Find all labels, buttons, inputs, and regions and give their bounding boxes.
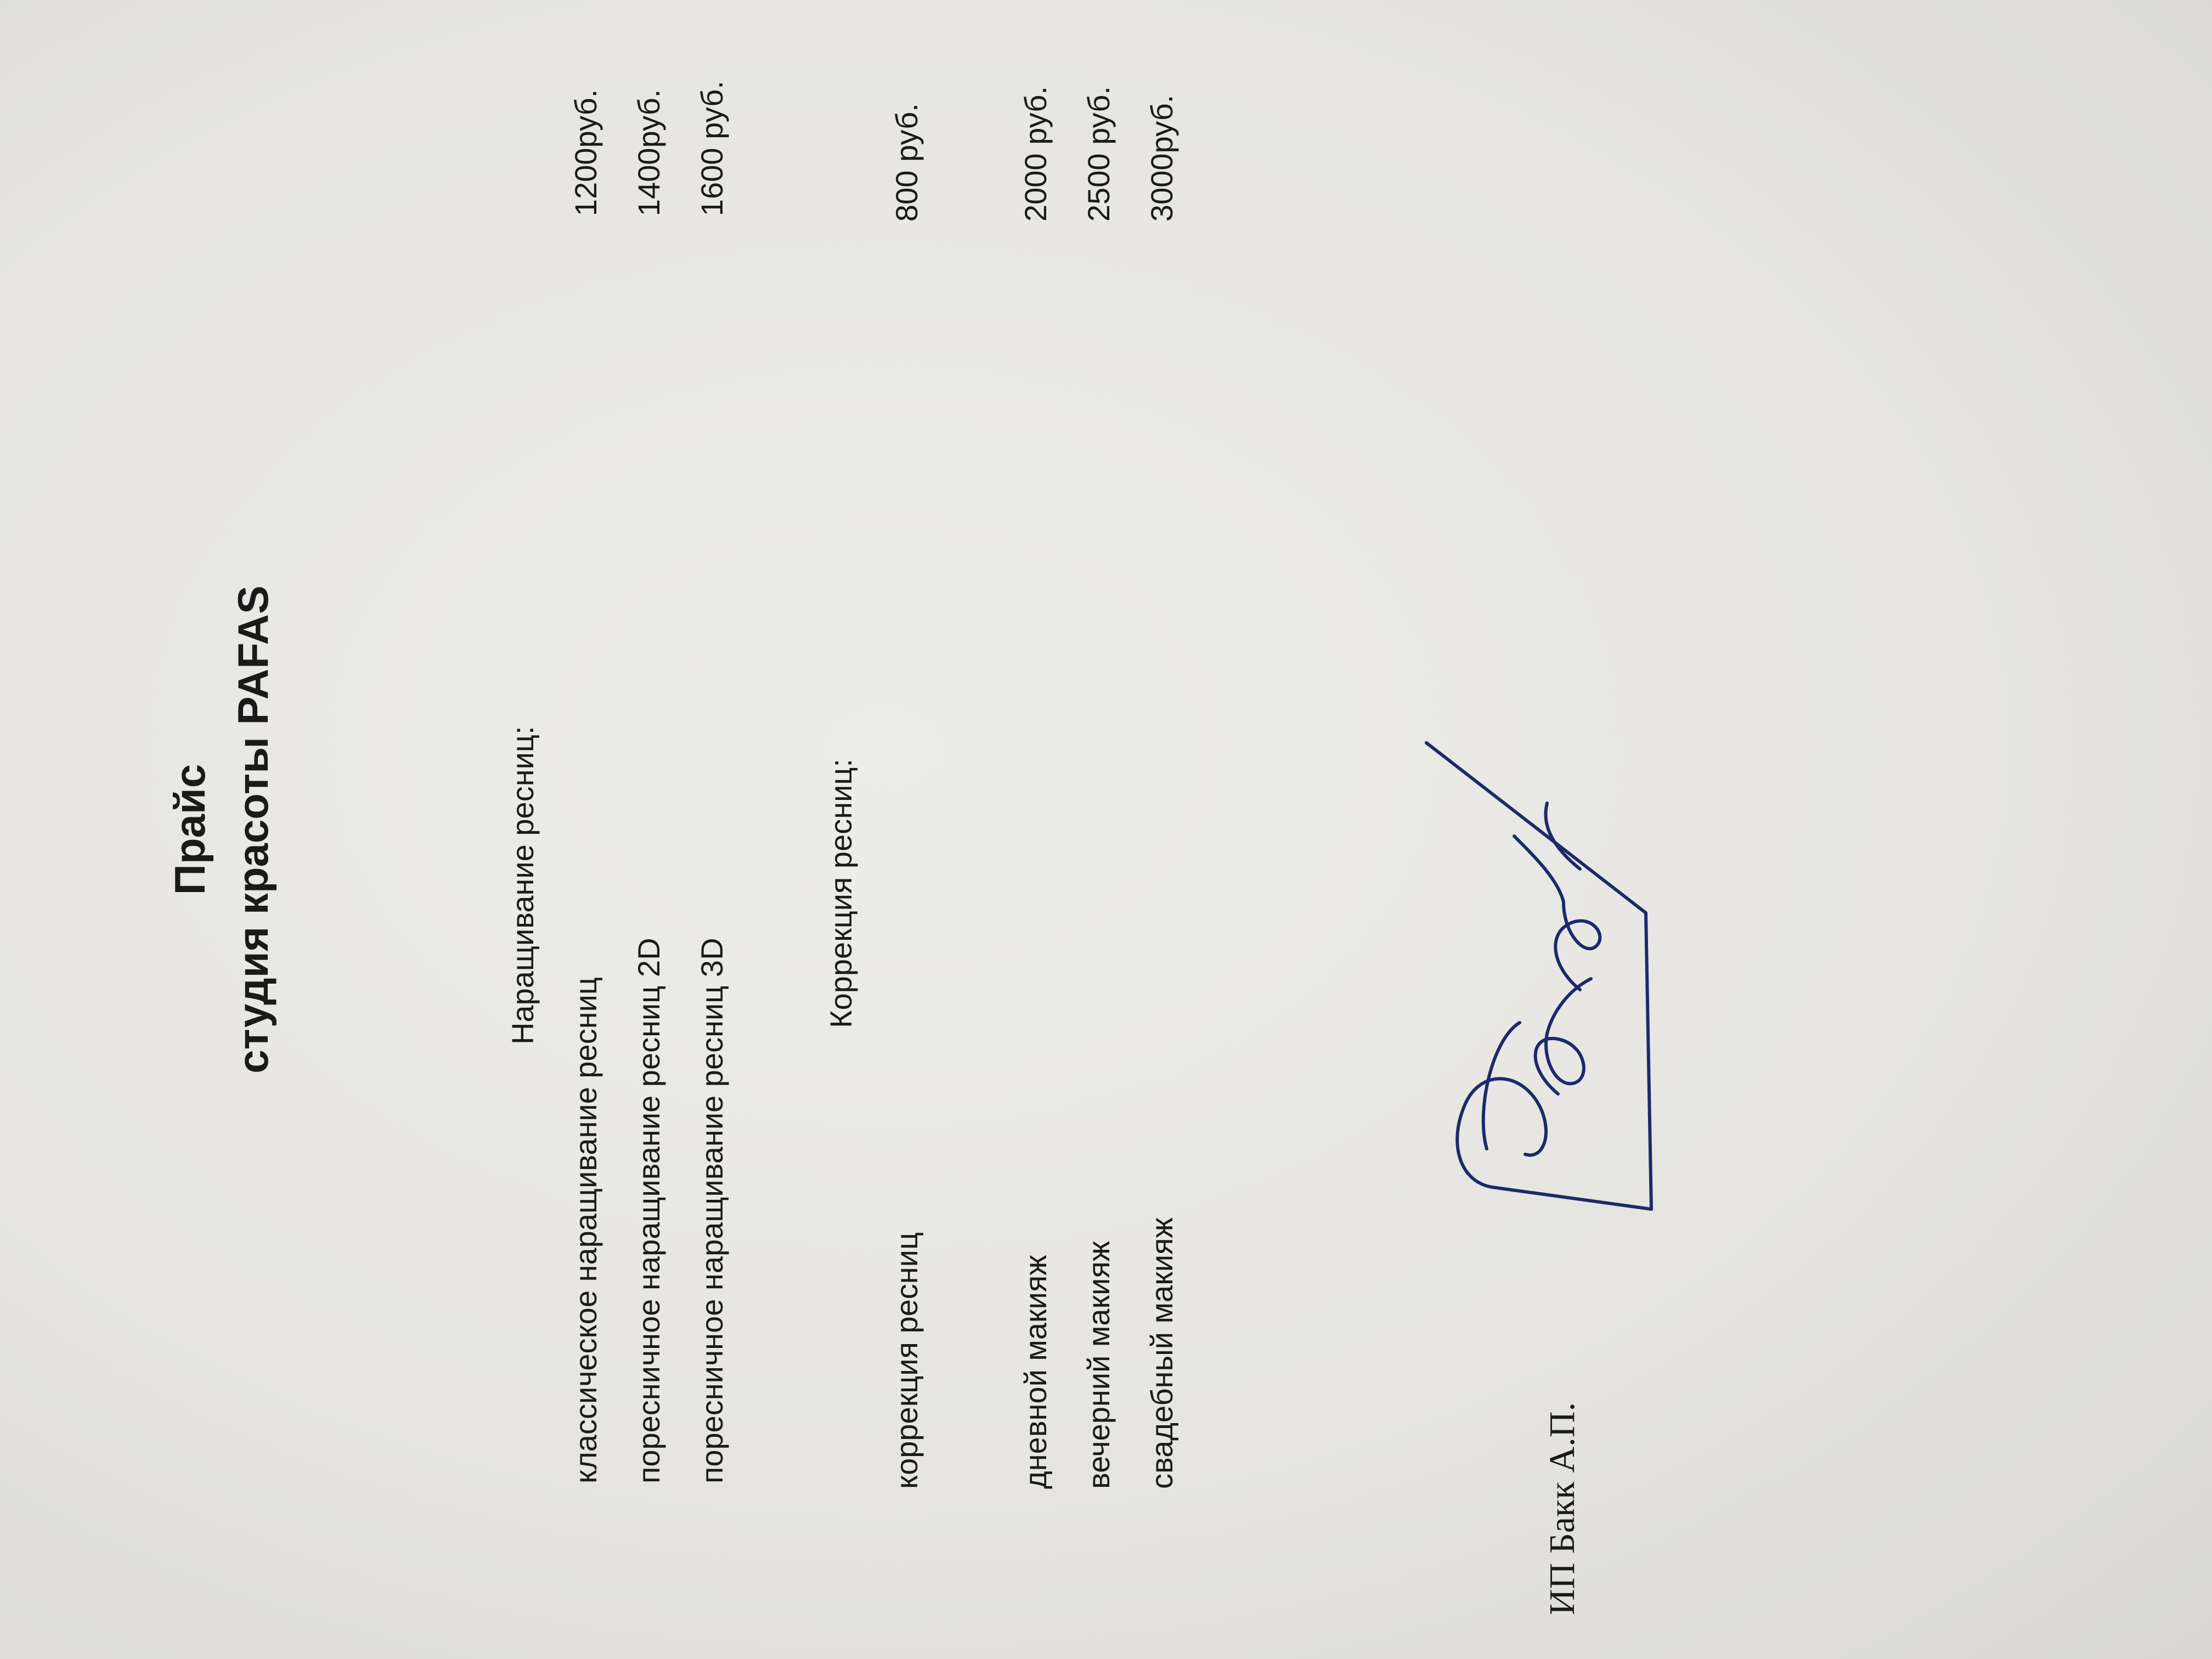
price-row-value: 3000руб. [1144, 94, 1179, 222]
price-row-label: коррекция ресниц [889, 1232, 924, 1489]
price-row-value: 1400руб. [631, 89, 666, 216]
price-row-value: 1600 руб. [695, 81, 729, 216]
price-row-label: свадебный макияж [1144, 1217, 1179, 1489]
price-row-label: пореcничное наращивание ресниц 2D [631, 938, 666, 1483]
section-heading-extension: Наращивание ресниц: [505, 726, 540, 1045]
handwritten-signature-icon [1415, 726, 1668, 1220]
section-heading-correction: Коррекция ресниц: [823, 758, 858, 1028]
signer-name: ИП Бакк А.П. [1542, 1402, 1582, 1615]
price-row-label: дневной макияж [1018, 1255, 1053, 1489]
price-row-label: классическое наращивание ресниц [568, 977, 603, 1483]
price-row-value: 1200руб. [568, 89, 603, 216]
document-title: Прайс [166, 764, 214, 895]
price-row-value: 800 руб. [889, 103, 924, 222]
price-row-label: пореcничное наращивание ресниц 3D [695, 938, 729, 1483]
price-row-value: 2500 руб. [1081, 86, 1116, 222]
price-row-value: 2000 руб. [1018, 86, 1053, 222]
price-row-label: вечерний макияж [1081, 1240, 1116, 1489]
document-subtitle: студия красоты PAFAS [229, 585, 277, 1074]
